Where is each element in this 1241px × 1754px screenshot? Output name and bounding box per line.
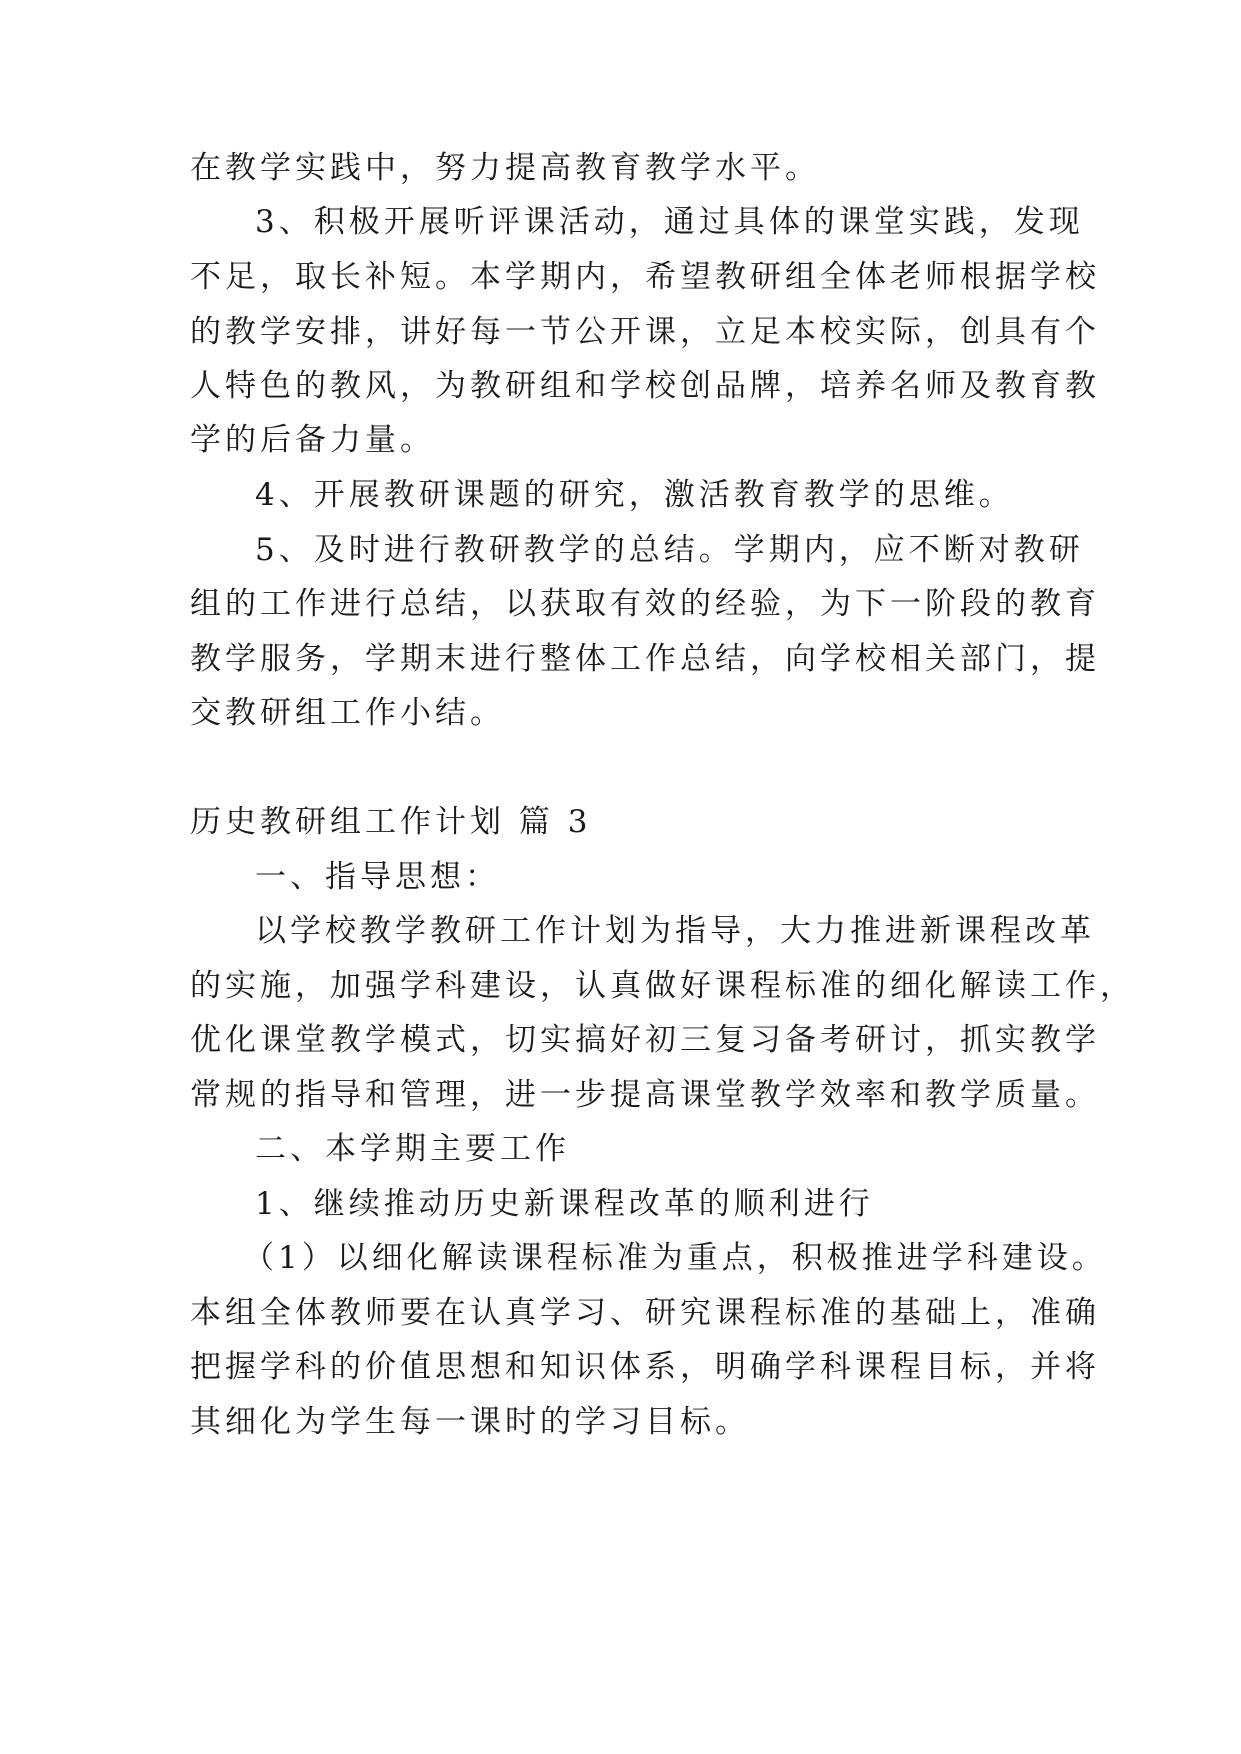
paragraph-line: 以学校教学教研工作计划为指导，大力推进新课程改革: [255, 913, 1095, 949]
paragraph-line: 的教学安排，讲好每一节公开课，立足本校实际，创具有个: [190, 314, 1100, 350]
section-heading: 一、指导思想：: [255, 859, 500, 895]
paragraph-line: 把握学科的价值思想和知识体系，明确学科课程目标，并将: [190, 1349, 1100, 1385]
paragraph-line: 4、开展教研课题的研究，激活教育教学的思维。: [255, 477, 1014, 513]
paragraph-line: 的实施，加强学科建设，认真做好课程标准的细化解读工作，: [190, 968, 1135, 1004]
paragraph-line: 人特色的教风，为教研组和学校创品牌，培养名师及教育教: [190, 368, 1100, 404]
paragraph-line: 学的后备力量。: [190, 422, 435, 458]
paragraph-line: 交教研组工作小结。: [190, 695, 505, 731]
paragraph-line: 教学服务，学期末进行整体工作总结，向学校相关部门，提: [190, 641, 1100, 677]
paragraph-line: （1）以细化解读课程标准为重点，积极推进学科建设。: [243, 1240, 1107, 1276]
subsection-heading: 1、继续推动历史新课程改革的顺利进行: [255, 1186, 874, 1222]
paragraph-line: 本组全体教师要在认真学习、研究课程标准的基础上，准确: [190, 1295, 1100, 1331]
paragraph-line: 常规的指导和管理，进一步提高课堂教学效率和教学质量。: [190, 1077, 1100, 1113]
paragraph-line: 3、积极开展听评课活动，通过具体的课堂实践，发现: [255, 204, 1084, 240]
section-title: 历史教研组工作计划 篇 3: [190, 804, 592, 840]
section-heading: 二、本学期主要工作: [255, 1131, 570, 1167]
paragraph-line: 优化课堂教学模式，切实搞好初三复习备考研讨，抓实教学: [190, 1022, 1100, 1058]
paragraph-line: 组的工作进行总结，以获取有效的经验，为下一阶段的教育: [190, 586, 1100, 622]
paragraph-line: 5、及时进行教研教学的总结。学期内，应不断对教研: [255, 532, 1084, 568]
paragraph-line: 在教学实践中，努力提高教育教学水平。: [190, 150, 820, 186]
paragraph-line: 不足，取长补短。本学期内，希望教研组全体老师根据学校: [190, 259, 1100, 295]
paragraph-line: 其细化为学生每一课时的学习目标。: [190, 1404, 750, 1440]
